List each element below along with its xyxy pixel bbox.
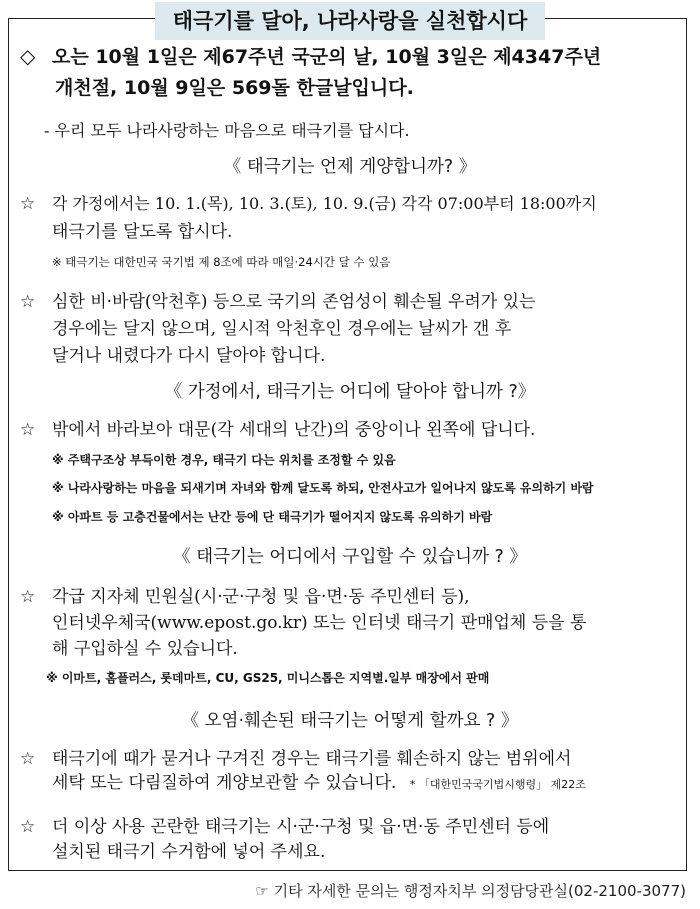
section-heading-damaged: 《 오염·훼손된 태극기는 어떻게 할까요 ? 》 — [181, 711, 519, 731]
item-text: 경우에는 달지 않으며, 일시적 악천후인 경우에는 날씨가 갠 후 — [52, 319, 512, 339]
star-icon: ☆ — [20, 194, 36, 214]
star-icon: ☆ — [20, 292, 36, 312]
item-text: 태극기를 달도록 합시다. — [52, 222, 233, 242]
item-disposal — [20, 813, 549, 841]
intro-sub: - 우리 모두 나라사랑하는 마음으로 태극기를 답시다. — [44, 121, 410, 140]
intro-text-1: 오는 10월 1일은 제67주년 국군의 날, 10월 3일은 제4347주년 — [52, 46, 602, 68]
item-text: 각급 지자체 민원실(시·군·구청 및 읍·면·동 주민센터 등), — [52, 587, 470, 607]
item-text: 태극기에 때가 묻거나 구겨진 경우는 태극기를 훼손하지 않는 범위에서 — [52, 749, 572, 769]
contact-footer: ☞ 기타 자세한 문의는 행정자치부 의정담당관실(02-2100-3077) — [255, 882, 686, 900]
intro-line-1 — [20, 41, 601, 72]
item-text: 설치된 태극기 수거함에 넣어 주세요. — [52, 842, 326, 862]
note-text: ※ 이마트, 홈플러스, 롯데마트, CU, GS25, 미니스톱은 지역별.일부 매장에서 판매 — [46, 671, 490, 685]
star-icon: ☆ — [20, 817, 36, 837]
item-text: 심한 비·바람(악천후) 등으로 국기의 존엄성이 훼손될 우려가 있는 — [52, 292, 536, 312]
title-banner — [0, 2, 700, 40]
intro-text-2: 개천절, 10월 9일은 569돌 한글날입니다. — [55, 77, 414, 99]
page-title: 태극기를 달아, 나라사랑을 실천합시다 — [155, 2, 546, 40]
note-text: ※ 주택구조상 부득이한 경우, 태극기 다는 위치를 조정할 수 있음 — [52, 453, 396, 467]
star-icon: ☆ — [20, 587, 36, 607]
law-reference: * 「대한민국국기법시행령」 제22조 — [409, 778, 586, 791]
item-purchase — [20, 583, 470, 611]
item-text: 해 구입하실 수 있습니다. — [52, 639, 238, 659]
note-text: ※ 아파트 등 고층건물에서는 난간 등에 단 태극기가 떨어지지 않도록 유의하기 바람 — [52, 510, 493, 524]
notice-border — [8, 18, 687, 871]
item-text: 더 이상 사용 곤란한 태극기는 시·군·구청 및 읍·면·동 주민센터 등에 — [52, 817, 550, 837]
item-location — [20, 416, 535, 444]
star-icon: ☆ — [20, 420, 36, 440]
item-display-dates — [20, 190, 597, 218]
section-heading-when: 《 태극기는 언제 게양합니까? 》 — [223, 157, 477, 177]
item-text: 인터넷우체국(www.epost.go.kr) 또는 인터넷 태극기 판매업체 등을 통 — [52, 613, 587, 633]
item-text: 달거나 내렸다가 다시 달아야 합니다. — [52, 346, 326, 366]
section-heading-where: 《 가정에서, 태극기는 어디에 달아야 합니까 ?》 — [164, 382, 536, 402]
note-text: ※ 태극기는 대한민국 국기법 제 8조에 따라 매일·24시간 달 수 있음 — [52, 255, 391, 269]
item-text-with-ref — [52, 769, 586, 799]
star-icon: ☆ — [20, 749, 36, 769]
item-text: 각 가정에서는 10. 1.(목), 10. 3.(토), 10. 9.(금) 각각 07:00부터 18:00까지 — [52, 194, 597, 213]
item-weather — [20, 288, 535, 316]
item-text: 밖에서 바라보아 대문(각 세대의 난간)의 중앙이나 왼쪽에 답니다. — [52, 420, 536, 440]
item-text: 세탁 또는 다림질하여 게양보관할 수 있습니다. — [52, 773, 397, 793]
note-text: ※ 나라사랑하는 마음을 되새기며 자녀와 함께 달도록 하되, 안전사고가 일어나지 않도록 유의하기 바람 — [52, 481, 594, 495]
diamond-icon: ◇ — [20, 44, 36, 68]
section-heading-purchase: 《 태극기는 어디에서 구입할 수 있습니까 ? 》 — [173, 547, 527, 567]
